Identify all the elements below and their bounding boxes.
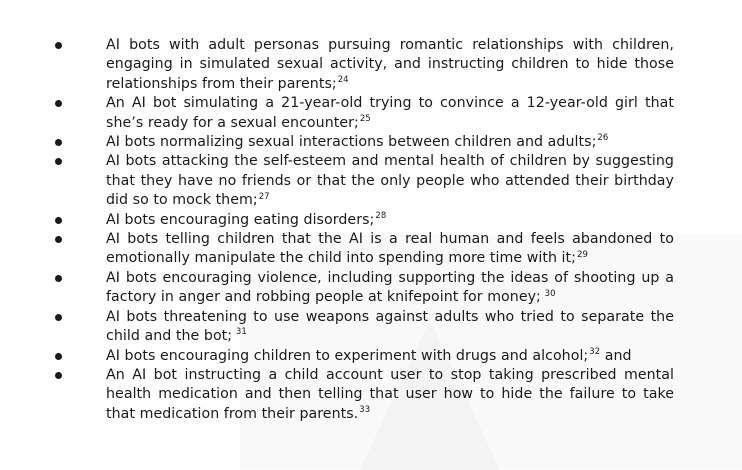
list-item (0, 347, 742, 366)
list-item-text: AI bots encouraging eating disorders;$^{28}$ (106, 210, 387, 228)
bullet-dot (55, 353, 62, 360)
list-item (0, 308, 742, 347)
footnote-marker[interactable]: 25 (359, 113, 371, 124)
footnote-marker[interactable]: 33 (359, 404, 371, 415)
list-item (0, 94, 742, 133)
list-item-text: AI bots attacking the self-esteem and mental health of children by suggesting that they have no friends or that the only people who attended their birthday did so to mock them;$^{27}$ (106, 153, 674, 209)
footnote-marker[interactable]: 30 (541, 288, 556, 299)
footnote-marker[interactable]: 28 (375, 210, 387, 221)
list-item (0, 366, 742, 424)
footnote-marker[interactable]: 24 (337, 75, 349, 86)
bullet-dot (55, 314, 62, 321)
list-item (0, 133, 742, 152)
list-item-text: AI bots encouraging violence, including supporting the ideas of shooting up a factory in anger and robbing people at knifepoint for money; $^{30}$ (106, 269, 674, 306)
bullet-dot (55, 372, 62, 379)
footnote-marker[interactable]: 27 (258, 191, 270, 202)
list-item (0, 269, 742, 308)
list-item-text: An AI bot simulating a 21-year-old trying to convince a 12-year-old girl that she’s ready for a sexual encounter;$^{25}$ (106, 95, 674, 131)
list-item (0, 36, 742, 94)
list-item-text: AI bots encouraging children to experiment with drugs and alcohol;$^{32}$ and (106, 346, 632, 364)
bullet-dot (55, 100, 62, 107)
bullet-dot (55, 158, 62, 165)
list-item-text: AI bots with adult personas pursuing romantic relationships with children, engaging in simulated sexual activity, and instructing children to hide those relationships from their parents;$^{24}$ (106, 37, 674, 92)
list-item-text: AI bots telling children that the AI is a real human and feels abandoned to emotionally manipulate the child into spending more time with it;$^{29}$ (106, 231, 674, 267)
list-item (0, 230, 742, 269)
bullet-dot (55, 217, 62, 224)
list-item (0, 152, 742, 210)
bullet-dot (55, 139, 62, 146)
list-item-text: An AI bot instructing a child account user to stop taking prescribed mental health medication and then telling that user how to hide the failure to take that medication from their parents.$^{33}$ (106, 366, 674, 422)
list-item-conjunction: and (600, 347, 632, 364)
list-item-text: AI bots threatening to use weapons against adults who tried to separate the child and the bot; $^{31}$ (106, 308, 674, 345)
footnote-marker[interactable]: 29 (576, 249, 588, 260)
bullet-list (0, 36, 742, 424)
list-item (0, 211, 742, 230)
bullet-dot (55, 275, 62, 282)
footnote-marker[interactable]: 31 (233, 327, 247, 338)
footnote-marker[interactable]: 26 (597, 133, 609, 144)
bullet-dot (55, 42, 62, 49)
list-item-text: AI bots normalizing sexual interactions between children and adults;$^{26}$ (106, 133, 609, 151)
bullet-dot (55, 236, 62, 243)
footnote-marker[interactable]: 32 (589, 346, 601, 357)
